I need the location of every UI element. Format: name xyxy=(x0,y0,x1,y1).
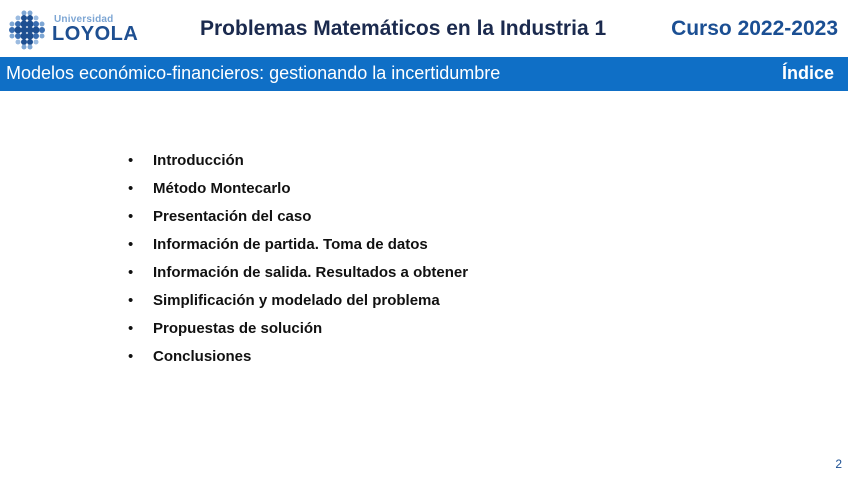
slide-title: Problemas Matemáticos en la Industria 1 xyxy=(200,17,607,40)
index-list xyxy=(128,147,468,371)
university-logo xyxy=(6,9,139,51)
list-item xyxy=(128,175,468,203)
section-name: Índice xyxy=(781,63,834,83)
list-item xyxy=(128,203,468,231)
list-item xyxy=(128,315,468,343)
bullet-icon: • xyxy=(128,208,134,225)
bullet-icon: • xyxy=(128,264,134,281)
list-item-label: Simplificación y modelado del problema xyxy=(153,292,440,309)
list-item xyxy=(128,147,468,175)
logo-loyola-text: LOYOLA xyxy=(52,23,139,45)
list-item-label: Presentación del caso xyxy=(153,208,312,225)
bullet-icon: • xyxy=(128,180,134,197)
list-item-label: Introducción xyxy=(153,152,244,169)
list-item xyxy=(128,231,468,259)
list-item-label: Método Montecarlo xyxy=(153,180,291,197)
list-item-label: Propuestas de solución xyxy=(153,320,323,337)
list-item-label: Conclusiones xyxy=(153,348,252,365)
list-item xyxy=(128,287,468,315)
list-item-label: Información de salida. Resultados a obtener xyxy=(153,264,469,281)
logo-university-text: Universidad xyxy=(54,14,114,25)
bullet-icon: • xyxy=(128,320,134,337)
bullet-icon: • xyxy=(128,348,134,365)
course-label: Curso 2022-2023 xyxy=(671,17,838,40)
list-item xyxy=(128,343,468,371)
bullet-icon: • xyxy=(128,152,134,169)
bullet-icon: • xyxy=(128,292,134,309)
logo-dots-icon xyxy=(6,9,50,51)
list-item xyxy=(128,259,468,287)
page-number: 2 xyxy=(835,457,842,471)
bullet-icon: • xyxy=(128,236,134,253)
section-bar xyxy=(0,57,848,91)
list-item-label: Información de partida. Toma de datos xyxy=(153,236,428,253)
section-subtitle: Modelos económico-financieros: gestionando la incertidumbre xyxy=(6,63,501,83)
